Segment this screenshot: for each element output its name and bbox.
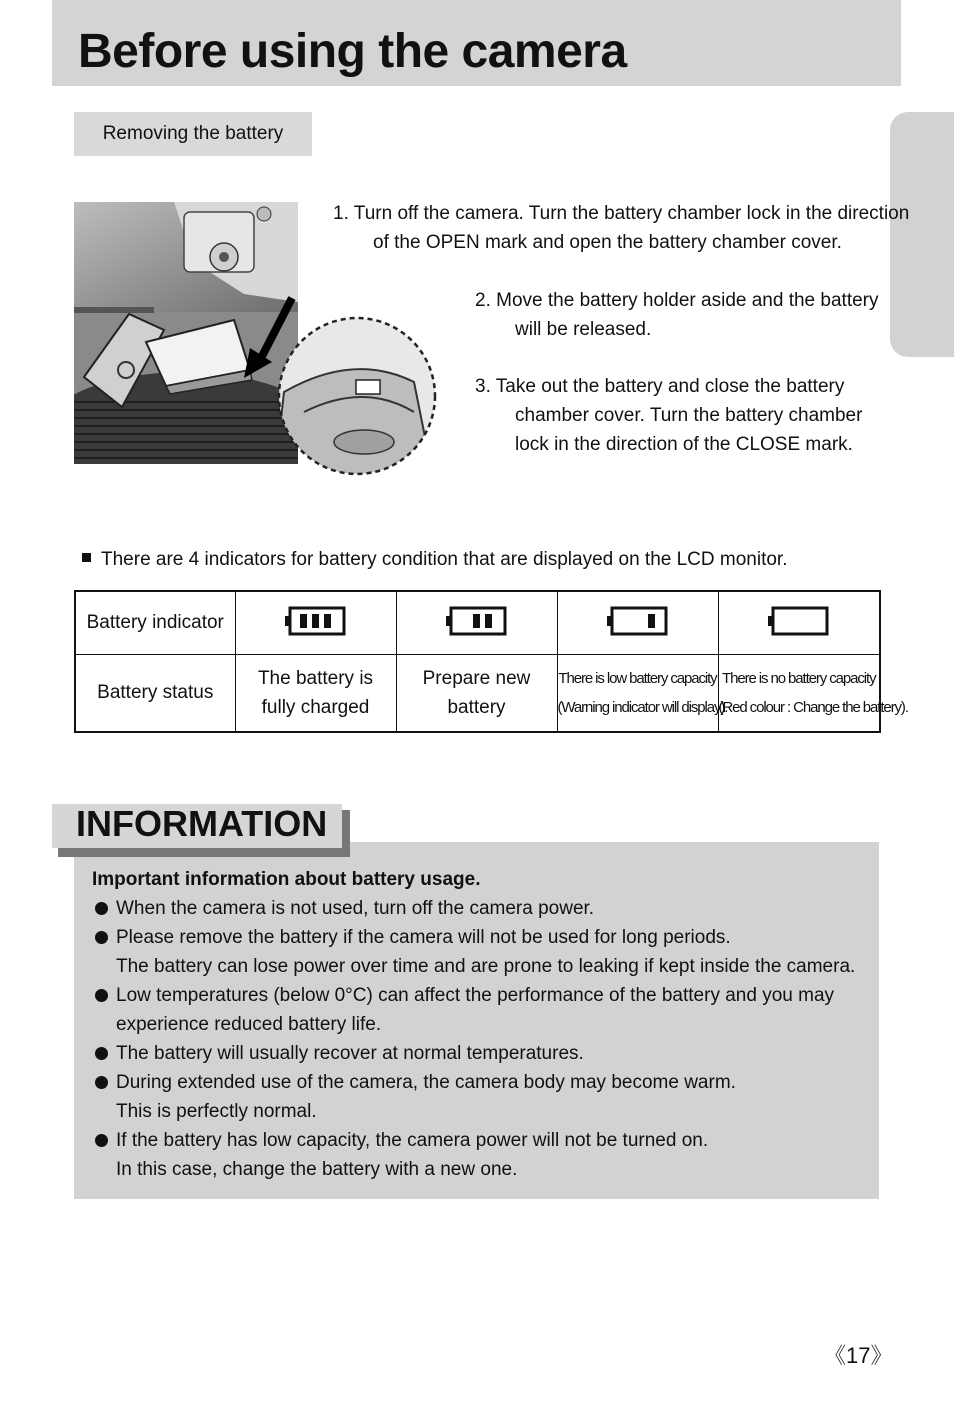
- bullet-icon: [95, 989, 108, 1002]
- list-item: Please remove the battery if the camera will not be used for long periods. The battery can lose power over time and are prone to leaking if kept inside the camera.: [92, 923, 872, 981]
- list-item: When the camera is not used, turn off the camera power.: [92, 894, 872, 923]
- table-row: [75, 655, 880, 733]
- battery-half-icon: [446, 605, 508, 637]
- list-item: If the battery has low capacity, the camera power will not be turned on. In this case, change the battery with a new one.: [92, 1126, 872, 1184]
- battery-indicator-note: There are 4 indicators for battery condition that are displayed on the LCD monitor.: [82, 545, 788, 574]
- step-1: 1. Turn off the camera. Turn the battery chamber lock in the direction of the OPEN mark and open the battery chamber cover.: [333, 203, 910, 253]
- information-content: [92, 865, 872, 1184]
- bullet-icon: [95, 1076, 108, 1089]
- list-item: Low temperatures (below 0°C) can affect the performance of the battery and you may experience reduced battery life.: [92, 981, 872, 1039]
- information-list: [92, 894, 872, 1184]
- status-cell: Prepare new battery: [396, 655, 557, 733]
- list-item: The battery will usually recover at normal temperatures.: [92, 1039, 872, 1068]
- page-number: 《17》: [824, 1343, 893, 1368]
- information-heading: Important information about battery usage.: [92, 869, 481, 890]
- bullet-icon: [95, 1047, 108, 1060]
- list-item: During extended use of the camera, the camera body may become warm. This is perfectly normal.: [92, 1068, 872, 1126]
- battery-indicator-table: [74, 590, 908, 733]
- status-row-label: Battery status: [75, 655, 235, 733]
- information-title: INFORMATION: [76, 803, 328, 844]
- status-cell: There is no battery capacity (Red colour : Change the battery).: [718, 655, 880, 733]
- step-3: 3. Take out the battery and close the battery chamber cover. Turn the battery chamber lock in the direction of the CLOSE mark.: [475, 376, 863, 455]
- battery-full-icon: [285, 605, 347, 637]
- battery-empty-icon: [768, 605, 830, 637]
- table-row: [75, 591, 880, 655]
- page-title: Before using the camera: [78, 25, 627, 78]
- battery-chamber-detail: [274, 312, 438, 480]
- square-bullet-icon: [82, 553, 91, 562]
- bullet-icon: [95, 931, 108, 944]
- bullet-icon: [95, 1134, 108, 1147]
- step-2: 2. Move the battery holder aside and the battery will be released.: [475, 290, 879, 340]
- battery-low-icon: [607, 605, 669, 637]
- indicator-row-label: Battery indicator: [75, 591, 235, 655]
- status-cell: There is low battery capacity (Warning indicator will display).: [557, 655, 718, 733]
- bullet-icon: [95, 902, 108, 915]
- section-label: Removing the battery: [74, 112, 312, 156]
- status-cell: The battery is fully charged: [235, 655, 396, 733]
